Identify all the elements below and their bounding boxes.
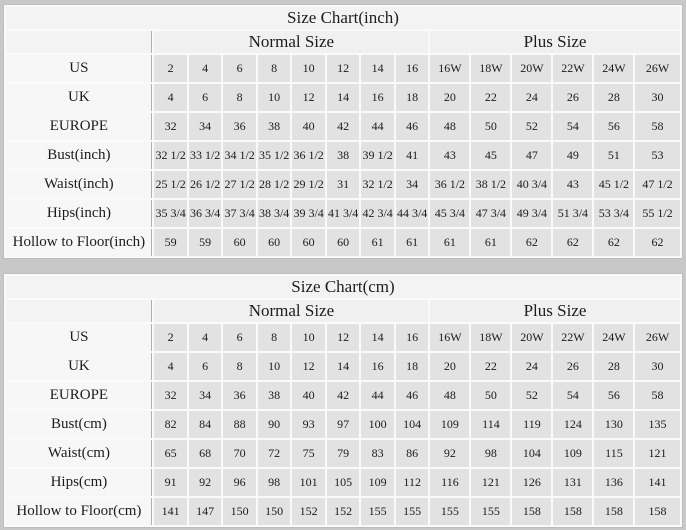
row-label: Hips(cm): [6, 469, 152, 496]
size-value-cell: 20: [430, 84, 469, 111]
size-value-cell: 32: [154, 382, 187, 409]
size-value-cell: 53: [635, 142, 679, 169]
normal-size-header: Normal Size: [154, 300, 428, 322]
size-value-cell: 16: [396, 55, 429, 82]
size-value-cell: 24: [512, 84, 551, 111]
size-value-cell: 61: [471, 229, 510, 256]
size-value-cell: 14: [327, 353, 360, 380]
size-value-cell: 158: [512, 498, 551, 525]
plus-size-header: Plus Size: [430, 31, 679, 53]
size-value-cell: 45 1/2: [594, 171, 633, 198]
size-value-cell: 41: [396, 142, 429, 169]
size-value-cell: 8: [223, 84, 256, 111]
size-value-cell: 22: [471, 84, 510, 111]
row-label: UK: [6, 84, 152, 111]
row-label: US: [6, 324, 152, 351]
size-chart-inch-table: [3, 4, 682, 259]
size-value-cell: 62: [553, 229, 592, 256]
size-value-cell: 49 3/4: [512, 200, 551, 227]
size-value-cell: 46: [396, 113, 429, 140]
size-value-cell: 18: [396, 84, 429, 111]
row-label: Bust(inch): [6, 142, 152, 169]
size-value-cell: 6: [189, 353, 222, 380]
size-value-cell: 38 3/4: [258, 200, 291, 227]
size-value-cell: 109: [553, 440, 592, 467]
size-value-cell: 6: [189, 84, 222, 111]
size-value-cell: 22W: [553, 55, 592, 82]
size-value-cell: 131: [553, 469, 592, 496]
size-value-cell: 32 1/2: [361, 171, 394, 198]
size-value-cell: 49: [553, 142, 592, 169]
size-value-cell: 10: [258, 84, 291, 111]
size-value-cell: 135: [635, 411, 679, 438]
size-chart-cm-table: [3, 273, 682, 528]
size-value-cell: 109: [361, 469, 394, 496]
size-value-cell: 14: [327, 84, 360, 111]
size-value-cell: 97: [327, 411, 360, 438]
size-value-cell: 16: [396, 324, 429, 351]
table-title-cm: Size Chart(cm): [6, 276, 679, 298]
size-value-cell: 6: [223, 324, 256, 351]
size-value-cell: 38 1/2: [471, 171, 510, 198]
size-value-cell: 45 3/4: [430, 200, 469, 227]
size-value-cell: 56: [594, 113, 633, 140]
size-value-cell: 61: [396, 229, 429, 256]
size-value-cell: 136: [594, 469, 633, 496]
size-value-cell: 158: [594, 498, 633, 525]
size-value-cell: 83: [361, 440, 394, 467]
size-value-cell: 48: [430, 113, 469, 140]
size-value-cell: 59: [154, 229, 187, 256]
size-value-cell: 28: [594, 353, 633, 380]
table-row: [6, 440, 679, 467]
size-value-cell: 60: [258, 229, 291, 256]
size-value-cell: 44: [361, 382, 394, 409]
size-value-cell: 8: [223, 353, 256, 380]
size-value-cell: 92: [430, 440, 469, 467]
size-value-cell: 62: [635, 229, 679, 256]
size-value-cell: 121: [471, 469, 510, 496]
size-value-cell: 98: [471, 440, 510, 467]
size-value-cell: 38: [258, 382, 291, 409]
row-label: Bust(cm): [6, 411, 152, 438]
size-value-cell: 4: [154, 353, 187, 380]
size-value-cell: 59: [189, 229, 222, 256]
size-value-cell: 12: [292, 84, 325, 111]
table-row: [6, 171, 679, 198]
row-label: UK: [6, 353, 152, 380]
size-value-cell: 16: [361, 84, 394, 111]
size-value-cell: 53 3/4: [594, 200, 633, 227]
row-label: Waist(inch): [6, 171, 152, 198]
size-value-cell: 16W: [430, 324, 469, 351]
size-value-cell: 44: [361, 113, 394, 140]
row-label: Waist(cm): [6, 440, 152, 467]
size-value-cell: 52: [512, 113, 551, 140]
size-value-cell: 124: [553, 411, 592, 438]
size-value-cell: 35 1/2: [258, 142, 291, 169]
size-value-cell: 50: [471, 382, 510, 409]
size-value-cell: 26 1/2: [189, 171, 222, 198]
size-value-cell: 104: [396, 411, 429, 438]
table-row: [6, 498, 679, 525]
size-value-cell: 84: [189, 411, 222, 438]
row-label: Hollow to Floor(cm): [6, 498, 152, 525]
size-value-cell: 8: [258, 55, 291, 82]
size-value-cell: 37 3/4: [223, 200, 256, 227]
size-value-cell: 41 3/4: [327, 200, 360, 227]
size-value-cell: 112: [396, 469, 429, 496]
size-value-cell: 27 1/2: [223, 171, 256, 198]
size-value-cell: 18: [396, 353, 429, 380]
size-value-cell: 88: [223, 411, 256, 438]
size-value-cell: 36 1/2: [292, 142, 325, 169]
size-value-cell: 26W: [635, 324, 679, 351]
size-table-body: [6, 55, 679, 256]
size-value-cell: 100: [361, 411, 394, 438]
group-header-row: [6, 300, 679, 322]
size-value-cell: 32: [154, 113, 187, 140]
size-value-cell: 24W: [594, 324, 633, 351]
size-value-cell: 33 1/2: [189, 142, 222, 169]
size-value-cell: 42 3/4: [361, 200, 394, 227]
size-value-cell: 98: [258, 469, 291, 496]
size-value-cell: 24W: [594, 55, 633, 82]
size-value-cell: 10: [258, 353, 291, 380]
size-value-cell: 86: [396, 440, 429, 467]
size-value-cell: 52: [512, 382, 551, 409]
size-value-cell: 130: [594, 411, 633, 438]
size-value-cell: 96: [223, 469, 256, 496]
size-value-cell: 45: [471, 142, 510, 169]
size-value-cell: 12: [327, 55, 360, 82]
size-value-cell: 60: [327, 229, 360, 256]
size-value-cell: 60: [292, 229, 325, 256]
table-row: [6, 411, 679, 438]
size-value-cell: 55 1/2: [635, 200, 679, 227]
size-value-cell: 10: [292, 55, 325, 82]
size-value-cell: 8: [258, 324, 291, 351]
size-value-cell: 31: [327, 171, 360, 198]
size-value-cell: 51 3/4: [553, 200, 592, 227]
size-value-cell: 26: [553, 353, 592, 380]
size-value-cell: 2: [154, 55, 187, 82]
size-value-cell: 22: [471, 353, 510, 380]
size-value-cell: 51: [594, 142, 633, 169]
size-value-cell: 42: [327, 113, 360, 140]
size-value-cell: 150: [258, 498, 291, 525]
row-label: Hips(inch): [6, 200, 152, 227]
size-value-cell: 101: [292, 469, 325, 496]
size-value-cell: 79: [327, 440, 360, 467]
size-value-cell: 90: [258, 411, 291, 438]
size-value-cell: 24: [512, 353, 551, 380]
size-value-cell: 28: [594, 84, 633, 111]
size-value-cell: 34: [396, 171, 429, 198]
size-value-cell: 30: [635, 84, 679, 111]
size-value-cell: 36 1/2: [430, 171, 469, 198]
size-value-cell: 14: [361, 55, 394, 82]
size-value-cell: 141: [635, 469, 679, 496]
size-value-cell: 30: [635, 353, 679, 380]
normal-size-header: Normal Size: [154, 31, 428, 53]
size-table-body: [6, 324, 679, 525]
table-row: [6, 229, 679, 256]
size-value-cell: 58: [635, 113, 679, 140]
size-value-cell: 109: [430, 411, 469, 438]
size-value-cell: 25 1/2: [154, 171, 187, 198]
size-value-cell: 91: [154, 469, 187, 496]
size-value-cell: 40: [292, 382, 325, 409]
size-value-cell: 39 1/2: [361, 142, 394, 169]
plus-size-header: Plus Size: [430, 300, 679, 322]
size-value-cell: 46: [396, 382, 429, 409]
table-row: [6, 55, 679, 82]
size-value-cell: 141: [154, 498, 187, 525]
table-row: [6, 113, 679, 140]
table-row: [6, 200, 679, 227]
size-value-cell: 70: [223, 440, 256, 467]
size-value-cell: 26: [553, 84, 592, 111]
table-gap: [0, 259, 686, 273]
table-row: [6, 353, 679, 380]
table-title-inch: Size Chart(inch): [6, 7, 679, 29]
table-row: [6, 142, 679, 169]
size-value-cell: 39 3/4: [292, 200, 325, 227]
row-label: Hollow to Floor(inch): [6, 229, 152, 256]
table-row: [6, 324, 679, 351]
size-value-cell: 44 3/4: [396, 200, 429, 227]
size-value-cell: 61: [430, 229, 469, 256]
size-value-cell: 48: [430, 382, 469, 409]
size-value-cell: 62: [512, 229, 551, 256]
size-value-cell: 43: [553, 171, 592, 198]
size-value-cell: 152: [292, 498, 325, 525]
size-value-cell: 20W: [512, 324, 551, 351]
size-value-cell: 50: [471, 113, 510, 140]
table-row: [6, 84, 679, 111]
size-value-cell: 12: [327, 324, 360, 351]
size-value-cell: 92: [189, 469, 222, 496]
size-value-cell: 12: [292, 353, 325, 380]
size-value-cell: 114: [471, 411, 510, 438]
size-value-cell: 158: [635, 498, 679, 525]
size-value-cell: 16: [361, 353, 394, 380]
size-value-cell: 2: [154, 324, 187, 351]
size-value-cell: 105: [327, 469, 360, 496]
size-value-cell: 6: [223, 55, 256, 82]
corner-cell: [6, 31, 152, 53]
size-value-cell: 22W: [553, 324, 592, 351]
size-value-cell: 155: [430, 498, 469, 525]
size-value-cell: 68: [189, 440, 222, 467]
size-value-cell: 147: [189, 498, 222, 525]
size-value-cell: 26W: [635, 55, 679, 82]
size-value-cell: 10: [292, 324, 325, 351]
size-value-cell: 43: [430, 142, 469, 169]
table-row: [6, 382, 679, 409]
size-value-cell: 38: [327, 142, 360, 169]
size-value-cell: 104: [512, 440, 551, 467]
size-value-cell: 54: [553, 113, 592, 140]
size-value-cell: 58: [635, 382, 679, 409]
title-row: [6, 7, 679, 29]
row-label: EUROPE: [6, 113, 152, 140]
size-value-cell: 36 3/4: [189, 200, 222, 227]
size-value-cell: 20W: [512, 55, 551, 82]
size-value-cell: 40 3/4: [512, 171, 551, 198]
size-value-cell: 34 1/2: [223, 142, 256, 169]
size-value-cell: 4: [189, 55, 222, 82]
size-value-cell: 54: [553, 382, 592, 409]
title-row: [6, 276, 679, 298]
size-value-cell: 20: [430, 353, 469, 380]
size-value-cell: 47: [512, 142, 551, 169]
size-value-cell: 35 3/4: [154, 200, 187, 227]
size-value-cell: 82: [154, 411, 187, 438]
size-value-cell: 65: [154, 440, 187, 467]
size-value-cell: 36: [223, 382, 256, 409]
size-value-cell: 34: [189, 113, 222, 140]
size-value-cell: 152: [327, 498, 360, 525]
size-value-cell: 115: [594, 440, 633, 467]
size-value-cell: 158: [553, 498, 592, 525]
size-value-cell: 61: [361, 229, 394, 256]
size-value-cell: 18W: [471, 55, 510, 82]
size-value-cell: 18W: [471, 324, 510, 351]
size-value-cell: 32 1/2: [154, 142, 187, 169]
corner-cell: [6, 300, 152, 322]
size-value-cell: 47 1/2: [635, 171, 679, 198]
row-label: EUROPE: [6, 382, 152, 409]
size-value-cell: 119: [512, 411, 551, 438]
size-value-cell: 155: [361, 498, 394, 525]
size-value-cell: 36: [223, 113, 256, 140]
row-label: US: [6, 55, 152, 82]
size-value-cell: 38: [258, 113, 291, 140]
size-value-cell: 126: [512, 469, 551, 496]
size-value-cell: 72: [258, 440, 291, 467]
size-value-cell: 150: [223, 498, 256, 525]
size-value-cell: 93: [292, 411, 325, 438]
size-value-cell: 75: [292, 440, 325, 467]
size-value-cell: 62: [594, 229, 633, 256]
size-value-cell: 42: [327, 382, 360, 409]
table-row: [6, 469, 679, 496]
size-value-cell: 47 3/4: [471, 200, 510, 227]
size-value-cell: 28 1/2: [258, 171, 291, 198]
size-value-cell: 116: [430, 469, 469, 496]
size-value-cell: 29 1/2: [292, 171, 325, 198]
size-value-cell: 4: [154, 84, 187, 111]
group-header-row: [6, 31, 679, 53]
size-value-cell: 14: [361, 324, 394, 351]
size-value-cell: 34: [189, 382, 222, 409]
size-value-cell: 60: [223, 229, 256, 256]
size-value-cell: 155: [396, 498, 429, 525]
size-value-cell: 16W: [430, 55, 469, 82]
size-value-cell: 40: [292, 113, 325, 140]
size-value-cell: 121: [635, 440, 679, 467]
size-value-cell: 155: [471, 498, 510, 525]
size-value-cell: 4: [189, 324, 222, 351]
size-value-cell: 56: [594, 382, 633, 409]
